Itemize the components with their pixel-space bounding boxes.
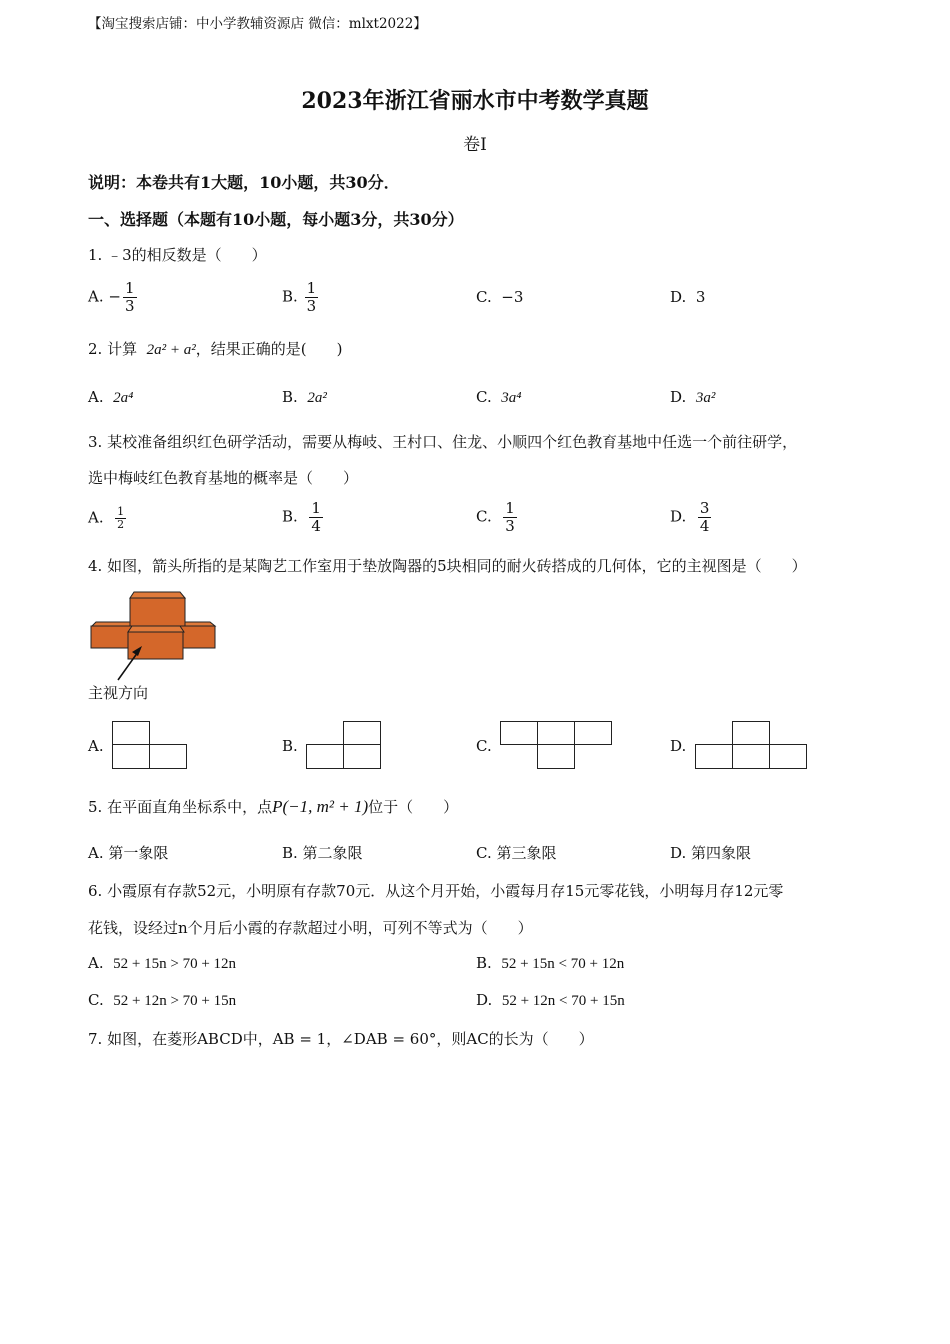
q5-stem: 5. 在平面直角坐标系中，点P(−1, m² + 1)位于（ ） (88, 797, 459, 816)
q1-option-b: B. $\frac{1}{3}$ (282, 279, 317, 315)
q6-stem-line1: 6. 小霞原有存款52元，小明原有存款70元．从这个月开始，小霞每月存15元零花钱，小明每月存12元零 (88, 882, 784, 900)
q2-option-d: D. 3a² (670, 388, 716, 406)
q6-stem-line2: 花钱，设经过n个月后小霞的存款超过小明，可列不等式为（ ） (88, 919, 533, 937)
q5-option-a: A. 第一象限 (88, 844, 169, 862)
q5-option-c: C. 第三象限 (476, 844, 557, 862)
q3-option-d: D. $\frac{3}{4}$ (670, 499, 710, 535)
q3-stem-line2: 选中梅岐红色教育基地的概率是（ ） (88, 469, 359, 487)
q7-stem: 7. 如图，在菱形ABCD中，AB = 1，∠DAB = 60°，则AC的长为（ ） (88, 1030, 594, 1048)
q3-stem-line1: 3. 某校准备组织红色研学活动，需要从梅岐、王村口、住龙、小顺四个红色教育基地中任选一个前往研学， (88, 433, 798, 451)
q1-option-c: C. −3 (476, 288, 524, 306)
q5-option-d: D. 第四象限 (670, 844, 752, 862)
page-header: 【淘宝搜索店铺：中小学教辅资源店 微信：mlxt2022】 (88, 16, 427, 32)
q3-option-c: C. $\frac{1}{3}$ (476, 499, 515, 535)
page-subtitle: 卷Ⅰ (463, 135, 487, 155)
q3-option-b: B. $\frac{1}{4}$ (282, 499, 321, 535)
q1-option-a: A. − $\frac{1}{3}$ (88, 279, 135, 315)
page-title: 2023年浙江省丽水市中考数学真题 (301, 88, 649, 114)
exam-note: 说明：本卷共有1大题，10小题，共30分． (88, 173, 400, 192)
q4-option-c-label: C. (476, 737, 492, 755)
q2-stem: 2. 计算 2a² + a²，结果正确的是( ) (88, 340, 343, 358)
q1-option-d: D. 3 (670, 288, 706, 306)
q4-option-a-label: A. (88, 737, 104, 755)
q4-figure-caption: 主视方向 (88, 684, 149, 702)
q2-option-a: A. 2a⁴ (88, 388, 134, 406)
q4-stem: 4. 如图，箭头所指的是某陶艺工作室用于垫放陶器的5块相同的耐火砖搭成的几何体，它的主视图是（ ） (88, 557, 807, 575)
q6-option-d: D. 52 + 12n < 70 + 15n (476, 991, 625, 1009)
q2-option-b: B. 2a² (282, 388, 327, 406)
q4-option-b-label: B. (282, 737, 298, 755)
q6-option-c: C. 52 + 12n > 70 + 15n (88, 991, 237, 1009)
brick-stack-figure (88, 588, 220, 683)
q2-option-c: C. 3a⁴ (476, 388, 522, 406)
q6-option-b: B. 52 + 15n < 70 + 12n (476, 954, 625, 972)
q4-option-d-label: D. (670, 737, 687, 755)
q3-option-a: A. $\frac{1}{2}$ (88, 505, 125, 531)
section-heading: 一、选择题（本题有10小题，每小题3分，共30分） (88, 210, 464, 229)
q5-option-b: B. 第二象限 (282, 844, 363, 862)
q6-option-a: A. 52 + 15n > 70 + 12n (88, 954, 237, 972)
q1-stem: 1. ﹣3的相反数是（ ） (88, 246, 267, 264)
